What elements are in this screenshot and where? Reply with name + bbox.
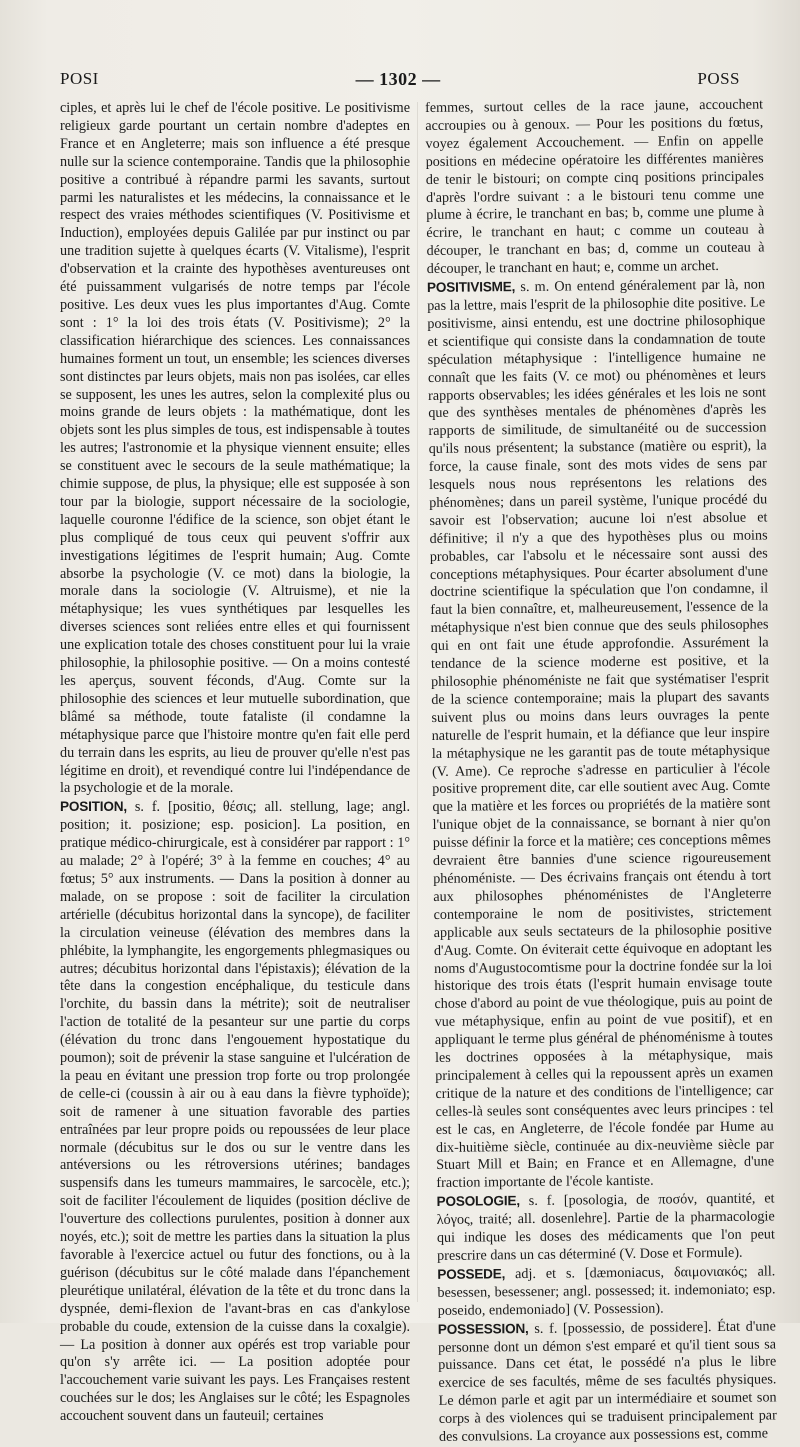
running-header [60, 64, 740, 94]
paragraph-positivisme-continuation [60, 100, 410, 798]
entry-text: s. f. [posologia, de ποσόν, quantité, et λόγος, traité; all. dosenlehre]. Partie de la pharmacologie qui indique les doses des médicaments que l'on peut prescrire dans un cas déterminé (V. Dose et Formule). [436, 1190, 775, 1264]
paragraph-text: ciples, et après lui le chef de l'école positive. Le positivisme religieux garde pourtant un certain nombre d'adeptes en France et en Angleterre; mais son influence a été presque nulle sur la science contemporaine. Tandis que la philosophie positive a contribué à répandre parmi les savants, surtout parmi les naturalistes et les médecins, la connaissance et le respect des vraies méthodes scientifiques (V. Positivisme et Induction), employées depuis Galilée par pur instinct ou par une tradition sujette à quelques écarts (V. Vitalisme), l'esprit d'observation et la crainte des hypothèses aventureuses ont été puissamment vulgarisés de notre temps par l'école positive. Les deux vues les plus importantes d'Aug. Comte sont : 1° la loi des trois états (V. Positivisme); 2° la classification hiérarchique des sciences. Les connaissances humaines forment un tout, un ensemble; les sciences diverses sont distinctes par leurs objets, mais non pas isolées, car elles se supposent, les unes les autres, selon la complexité plus ou moins grande de leurs objets : la mathématique, dont les objets sont les plus simples de tous, est indispensable à toutes les autres; l'astronomie et la physique viennent ensuite; elles se constituent avec le secours de la seule mathématique; la chimie suppose, de plus, la physique; elle est supposée à son tour par la biologie, support nécessaire de la sociologie, laquelle couronne l'édifice de la science, son objet étant le plus compliqué de tous ceux qui peuvent s'offrir aux investigations légitimes de l'esprit humain; Aug. Comte absorbe la psychologie (V. ce mot) dans la biologie, la morale dans la sociologie (V. Altruisme), et nie la métaphysique; les vues synthétiques par lesquelles les diverses sciences sont reliées entre elles et qui fournissent une explication totale des choses constituent pour lui la vraie philosophie, la philosophie positive. — On a moins contesté les aperçus, souvent féconds, d'Aug. Comte sur la philosophie des sciences et leur mutuelle subordination, que blâmé sa méthode, toute fataliste (il condamne la métaphysique parce que l'histoire montre qu'en fait elle perd du terrain dans les esprits, au lieu de prouver qu'elle n'est pas légitime en droit), et revendiqué contre lui l'indépendance de la psychologie et de la morale. [60, 100, 410, 797]
headword-possede: POSSEDE, [437, 1266, 506, 1282]
show-through-text [0, 34, 800, 48]
header-left-word: POSI [60, 69, 99, 88]
entry-text: adj. et s. [dæmoniacus, δαιμονιακός; all. besessen, besessener; angl. possessed; it. indemoniato; esp. poseido, endemoniado] (V. Possession). [437, 1263, 776, 1319]
entry-posologie [436, 1190, 775, 1266]
header-right-word: POSS [697, 69, 740, 88]
headword-positivisme: POSITIVISME, [426, 279, 516, 296]
right-column [425, 96, 777, 1445]
entry-text: s. f. [positio, θέσις; all. stellung, lage; angl. position; it. posizione; esp. posicion]. La position, en pratique médico-chirurgicale, est à considérer par rapport : 1° au malade; 2° à l'opéré; 3° à la femme en couches; 4° au fœtus; 5° aux instruments. — Dans la position à donner au malade, on se propose : soit de faciliter la circulation artérielle (décubitus horizontal dans la syncope), de faciliter la circulation veineuse (élévation des membres dans la phlébite, la lymphangite, les engorgements phlegmasiques ou autres; décubitus horizontal dans l'épistaxis); élévation de la tête dans la congestion encéphalique, du testicule dans l'orchite, du bassin dans la métrite); soit de neutraliser l'action de totalité de la pesanteur sur une partie du corps (élévation du tronc dans l'engouement hypostatique du poumon); soit de prévenir la stase sanguine et l'ulcération de la peau en évitant une pression trop forte ou trop prolongée de celle-ci (coussin à air ou à eau dans la fièvre typhoïde); soit de ramener à une situation favorable des parties entraînées par leur propre poids ou repoussées de leur place normale (décubitus sur le dos ou sur le ventre dans les antéversions ou les rétroversions utérines; bandages suspensifs dans les tumeurs mammaires, le sarcocèle, etc.); soit de faciliter l'écoulement de liquides (position déclive de l'ouverture des collections purulentes, position à donner aux noyés, etc.); soit de mettre les parties dans la situation la plus favorable à l'exercice actuel ou futur des fonctions, ou à la guérison (décubitus sur le côté malade dans l'épanchement pleurétique unilatéral, élévation de la tête et du tronc dans la dyspnée, demi-flexion de l'avant-bras en cas d'ankylose probable du coude, extension de la cuisse dans la coxalgie). — La position à donner aux opérés est trop variable pour qu'on s'y arrête ici. — La position adoptée pour l'accouchement varie suivant les pays. Les Françaises restent couchées sur le dos; les Anglaises sur le côté; les Espagnoles accouchent souvent dans un fauteuil; certaines [60, 799, 410, 1425]
paragraph-position-continuation [425, 96, 765, 279]
entry-text: s. f. [possessio, de possidere]. État d'une personne dont un démon s'est emparé et qu'il tient sous sa puissance. Dans cet état, le possédé n'a plus le libre exercice de ses facultés, même de ses facultés physiques. Le démon parle et agit par un intermédiaire et soumet son corps à des violences qui se traduisent principalement par des convulsions. La croyance aux possessions est, comme [437, 1318, 777, 1445]
headword-possession: POSSESSION, [437, 1320, 529, 1337]
page-number: — 1302 — [355, 68, 441, 89]
headword-posologie: POSOLOGIE, [436, 1193, 520, 1210]
entry-possede [437, 1262, 776, 1320]
left-column [60, 100, 410, 1425]
entry-positivisme [427, 276, 775, 1194]
entry-text: s. m. On entend généralement par là, non pas la lettre, mais l'esprit de la philosophie dite positive. Le positivisme, ainsi entendu, est une doctrine philosophique et scientifique qui consiste dans la condamnation de toute spéculation métaphysique : l'intelligence humaine ne connaît que les faits (V. ce mot) ou phénomènes et leurs rapports observables; les idées générales et les lois ne sont que des synthèses mentales de phénomènes d'après les rapports de similitude, de simultanéité ou de succession qu'ils nous présentent; la substance (matière ou esprit), la force, la cause finale, sont des mots vides de sens par lesquels nous nous représentons les relations des phénomènes; dans un pareil système, l'unique procédé du savoir est l'observation; aucune loi n'est absolue et définitive; il n'y a que des hypothèses plus ou moins probables, car l'absolu et le nécessaire sont aussi des conceptions métaphysiques. Pour écarter absolument d'une doctrine scientifique la spéculation que l'on condamne, il faut la bien connaître, et, malheureusement, l'essence de la métaphysique n'est bien connue que des seuls philosophes qui en ont fait une étude approfondie. Assurément la tendance de la science moderne est positive, et la philosophie phénoméniste ne fait que systématiser l'esprit de la science contemporaine; mais la plupart des savants suivent plus ou moins dans leurs ouvrages la pente naturelle de l'esprit humain, et la défiance que leur inspire la métaphysique ne les garantit pas de toute métaphysique (V. Ame). Ce reproche s'adresse en particulier à l'école positive proprement dite, car elle soutient avec Aug. Comte que la matière et les forces ou propriétés de la matière sont l'unique objet de la connaissance, se bornant à nier qu'on puisse définir la force et la matière; ces conceptions mêmes devraient être bannies d'une science rigoureusement phénoméniste. — Des écrivains français ont étendu à tort aux philosophes phénoménistes de l'Angleterre contemporaine le nom de positivistes, strictement applicable aux seuls sectateurs de la philosophie positive d'Aug. Comte. On éviterait cette équivoque en adoptant les noms d'Augustocomtisme pour la doctrine fondée sur la loi historique des trois états (l'esprit humain envisage toute chose d'abord au point de vue théologique, puis au point de vue métaphysique, enfin au point de vue positif), et en appliquant le terme plus général de phénoménisme à toutes les doctrines opposées à la métaphysique, mais principalement à celles qui la repoussent après un examen critique de la nature et des conditions de l'intelligence; car celles-là seules sont conséquentes avec leurs principes : tel est le cas, en Angleterre, de l'école fondée par Hume au dix-huitième siècle, continuée au dix-neuvième siècle par Stuart Mill et Bain; en France et en Allemagne, d'une fraction importante de l'école kantiste. [427, 276, 775, 1192]
entry-position [60, 798, 410, 1426]
column-divider [417, 102, 418, 1302]
paragraph-text: femmes, surtout celles de la race jaune, accouchent accroupies ou à genoux. — Pour les positions du fœtus, voyez également Accouchement. — Enfin on appelle positions en médecine opératoire les différentes manières de tenir le bistouri; on compte cinq positions principales d'après l'ordre suivant : a le bistouri tenu comme une plume à écrire, le tranchant en bas; b, comme une plume à écrire, le tranchant en haut; c comme un couteau à découper, le tranchant en bas; d, comme un couteau à découper, le tranchant en haut; e, comme un archet. [425, 96, 765, 278]
headword-position: POSITION, [60, 799, 127, 815]
entry-possession [438, 1317, 777, 1447]
